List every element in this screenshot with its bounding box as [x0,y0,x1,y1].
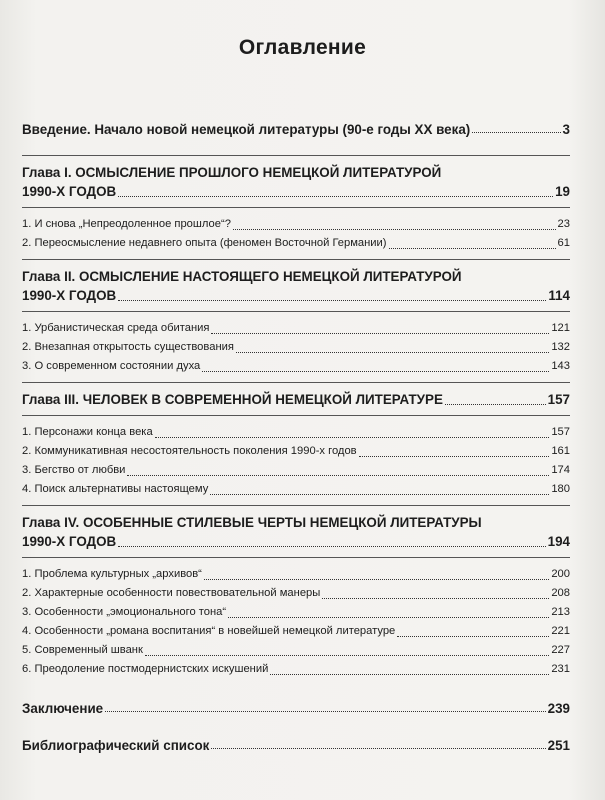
leader-dots [211,748,545,749]
leader-dots [472,132,560,133]
subentry-label: 2. Коммуникативная несостоятельность поколения 1990-х годов [22,445,357,457]
toc-subentry [22,584,570,603]
toc-subentry [22,480,570,499]
toc-chapter-4 [22,513,570,679]
chapter-title-row [22,532,570,551]
leader-dots [155,437,550,438]
subentry-page: 213 [551,606,570,618]
subentry-label: 4. Поиск альтернативы настоящему [22,483,209,495]
chapter-title-row [22,182,570,201]
toc-subentry [22,319,570,338]
leader-dots [228,617,549,618]
subentry-label: 1. Проблема культурных „архивов“ [22,568,202,580]
subentry-page: 231 [551,663,570,675]
toc-subentry [22,603,570,622]
toc-entry-page: 239 [547,701,570,716]
subentry-label: 2. Характерные особенности повествовательной манеры [22,587,321,599]
chapter-page: 194 [547,534,570,549]
subentry-label: 6. Преодоление постмодернистских искушений [22,663,269,675]
toc-subentry [22,234,570,253]
subentry-label: 5. Современный шванк [22,644,143,656]
subentry-page: 157 [551,426,570,438]
subentry-page: 180 [551,483,570,495]
toc-chapter-3 [22,390,570,499]
page-title: Оглавление [238,36,367,59]
toc-subentry [22,622,570,641]
leader-dots [359,456,550,457]
leader-dots [118,300,546,301]
subentry-page: 61 [557,237,570,249]
leader-dots [127,475,549,476]
divider [22,415,570,416]
chapter-page: 19 [555,184,570,199]
leader-dots [236,352,549,353]
toc-subentry [22,660,570,679]
divider [22,311,570,312]
toc-entry-page: 3 [562,122,570,137]
subentry-label: 3. Бегство от любви [22,464,126,476]
subentry-label: 2. Переосмысление недавнего опыта (феномен Восточной Германии) [22,237,387,249]
toc-chapter-1 [22,163,570,253]
subentry-page: 221 [551,625,570,637]
leader-dots [211,333,549,334]
toc-subentry [22,338,570,357]
leader-dots [118,546,545,547]
subentry-page: 121 [551,322,570,334]
divider [22,155,570,156]
subentry-label: 1. Урбанистическая среда обитания [22,322,210,334]
subentry-label: 2. Внезапная открытость существования [22,341,234,353]
toc-subentry [22,357,570,376]
subentry-page: 23 [557,218,570,230]
leader-dots [118,196,553,197]
chapter-title-line2: 1990-Х ГОДОВ [22,534,117,549]
toc-subentry [22,565,570,584]
toc-subentry [22,423,570,442]
chapter-page: 157 [547,392,570,407]
divider [22,259,570,260]
leader-dots [233,229,556,230]
toc-entry-page: 251 [547,738,570,753]
chapter-title-line1: Глава IV. ОСОБЕННЫЕ СТИЛЕВЫЕ ЧЕРТЫ НЕМЕЦКОЙ ЛИТЕРАТУРЫ [22,515,482,530]
leader-dots [204,579,549,580]
leader-dots [445,404,546,405]
subentry-label: 1. И снова „Непреодоленное прошлое“? [22,218,231,230]
leader-dots [389,248,556,249]
leader-dots [145,655,549,656]
divider [22,505,570,506]
subentry-page: 143 [551,360,570,372]
chapter-title-line1: Глава II. ОСМЫСЛЕНИЕ НАСТОЯЩЕГО НЕМЕЦКОЙ ЛИТЕРАТУРОЙ [22,269,462,284]
table-of-contents [22,122,570,753]
subentry-page: 132 [551,341,570,353]
subentry-page: 161 [551,445,570,457]
toc-subentry [22,442,570,461]
chapter-title-row [22,390,570,409]
chapter-title: Глава III. ЧЕЛОВЕК В СОВРЕМЕННОЙ НЕМЕЦКОЙ ЛИТЕРАТУРЕ [22,392,443,407]
subentry-label: 4. Особенности „романа воспитания“ в новейшей немецкой литературе [22,625,396,637]
subentry-page: 208 [551,587,570,599]
chapter-page: 114 [548,288,570,303]
toc-entry-label: Введение. Начало новой немецкой литературы (90-е годы XX века) [22,122,471,137]
leader-dots [105,711,546,712]
divider [22,557,570,558]
chapter-title-line2: 1990-Х ГОДОВ [22,288,117,303]
toc-entry-conclusion [22,701,570,716]
subentry-page: 227 [551,644,570,656]
subentry-label: 3. О современном состоянии духа [22,360,201,372]
toc-entry-bibliography [22,738,570,753]
leader-dots [322,598,549,599]
toc-subentry [22,641,570,660]
toc-entry-label: Библиографический список [22,738,210,753]
toc-entry-intro [22,122,570,137]
subentry-page: 200 [551,568,570,580]
leader-dots [397,636,549,637]
chapter-title-row [22,286,570,305]
toc-subentry [22,461,570,480]
toc-subentry [22,215,570,234]
subentry-label: 3. Особенности „эмоционального тона“ [22,606,227,618]
subentry-label: 1. Персонажи конца века [22,426,153,438]
leader-dots [202,371,549,372]
leader-dots [270,674,549,675]
chapter-title-line1: Глава I. ОСМЫСЛЕНИЕ ПРОШЛОГО НЕМЕЦКОЙ ЛИТЕРАТУРОЙ [22,165,442,180]
toc-entry-label: Заключение [22,701,104,716]
subentry-page: 174 [551,464,570,476]
divider [22,382,570,383]
divider [22,207,570,208]
leader-dots [210,494,549,495]
toc-chapter-2 [22,267,570,376]
chapter-title-line2: 1990-Х ГОДОВ [22,184,117,199]
